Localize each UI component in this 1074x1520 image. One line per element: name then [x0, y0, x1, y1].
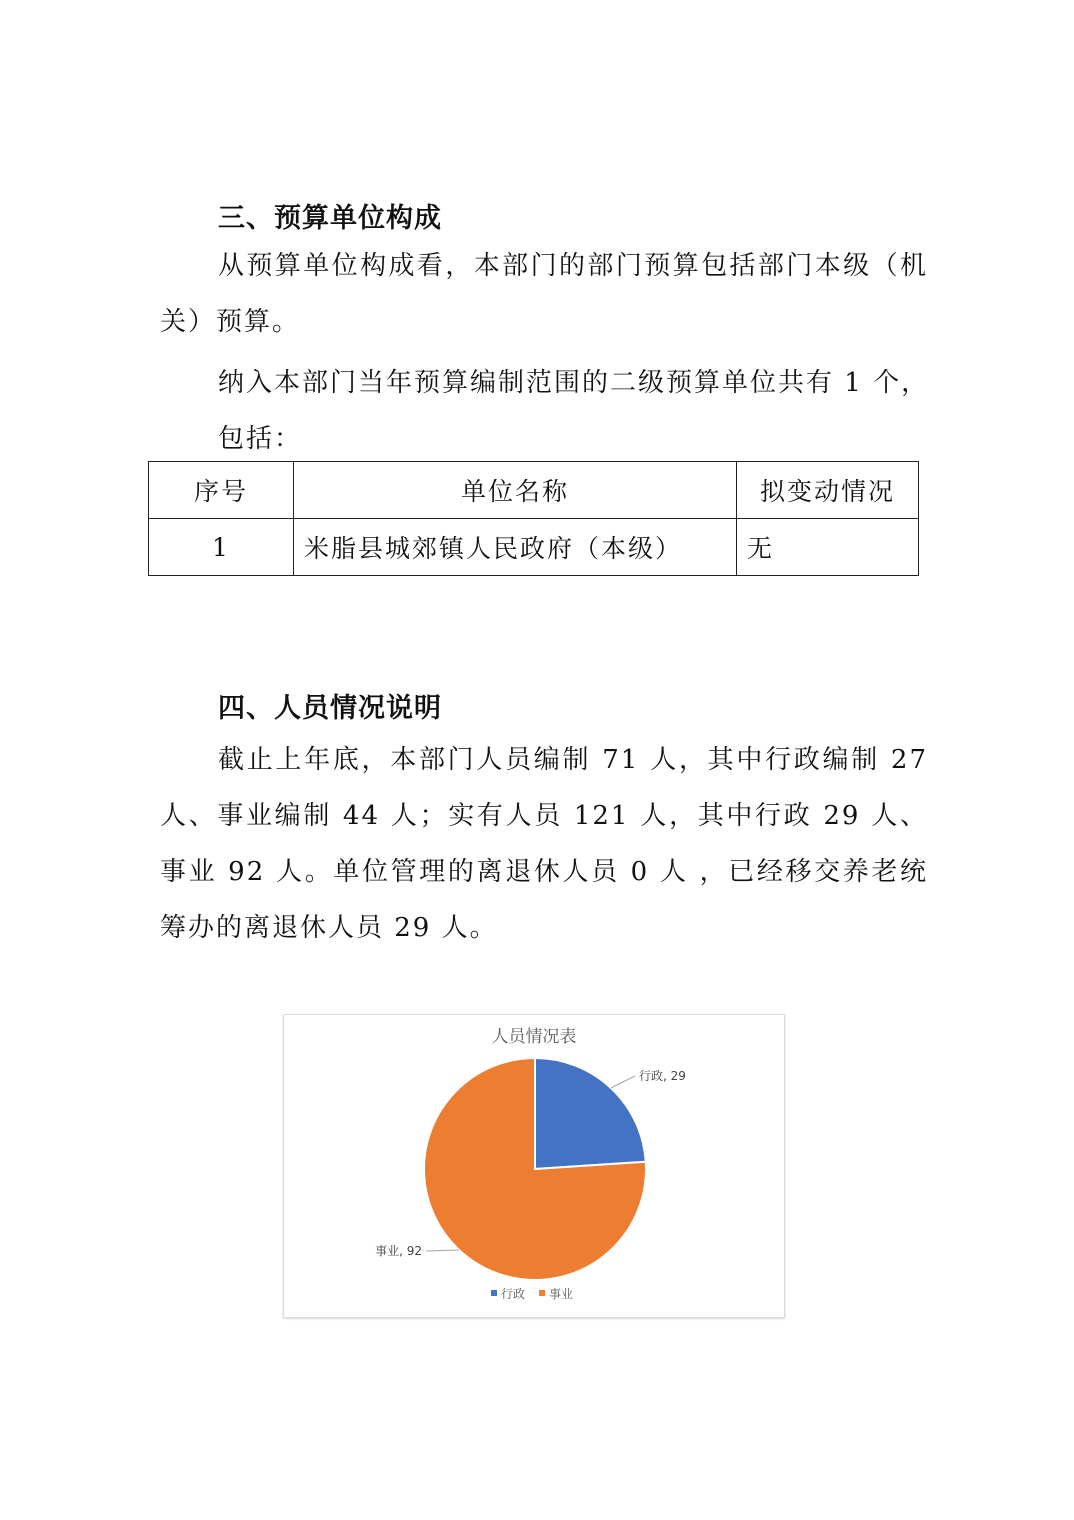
table-row: [149, 519, 919, 576]
legend-label-2: 事业: [549, 1287, 574, 1301]
staff-pie-chart: [283, 1014, 785, 1318]
data-label-1: 行政, 29: [639, 1069, 686, 1083]
cell-change-status: 无: [737, 519, 919, 576]
pie-svg: [284, 1015, 784, 1317]
leader-line-2: [426, 1250, 459, 1251]
section3-paragraph2-line1: 纳入本部门当年预算编制范围的二级预算单位共有 1 个，: [218, 368, 930, 398]
header-unit-name: 单位名称: [294, 462, 737, 519]
section3-heading: 三、预算单位构成: [218, 203, 442, 234]
header-index: 序号: [149, 462, 294, 519]
legend-swatch-2: [539, 1290, 545, 1296]
chart-title: 人员情况表: [491, 1027, 577, 1047]
cell-index: 1: [149, 519, 294, 576]
leader-line-1: [611, 1076, 635, 1088]
section4-heading: 四、人员情况说明: [218, 693, 442, 724]
data-label-2: 事业, 92: [375, 1244, 422, 1258]
legend-label-1: 行政: [501, 1287, 526, 1301]
legend-swatch-1: [491, 1290, 497, 1296]
header-change-status: 拟变动情况: [737, 462, 919, 519]
section4-paragraph: 截止上年底，本部门人员编制 71 人，其中行政编制 27 人、事业编制 44 人；实有人员 121 人，其中行政 29 人、事业 92 人。单位管理的离退休人员 0 人 ，已经移交养老统筹办的离退休人员 29 人。: [160, 745, 928, 943]
cell-unit-name: 米脂县城郊镇人民政府（本级）: [294, 519, 737, 576]
pie-slice-1: [535, 1058, 646, 1169]
table-header-row: [149, 462, 919, 519]
budget-unit-table: [148, 461, 919, 576]
section3-paragraph: 从预算单位构成看，本部门的部门预算包括部门本级（机关）预算。: [160, 251, 928, 337]
section3-paragraph2-line2: 包括：: [218, 424, 303, 454]
